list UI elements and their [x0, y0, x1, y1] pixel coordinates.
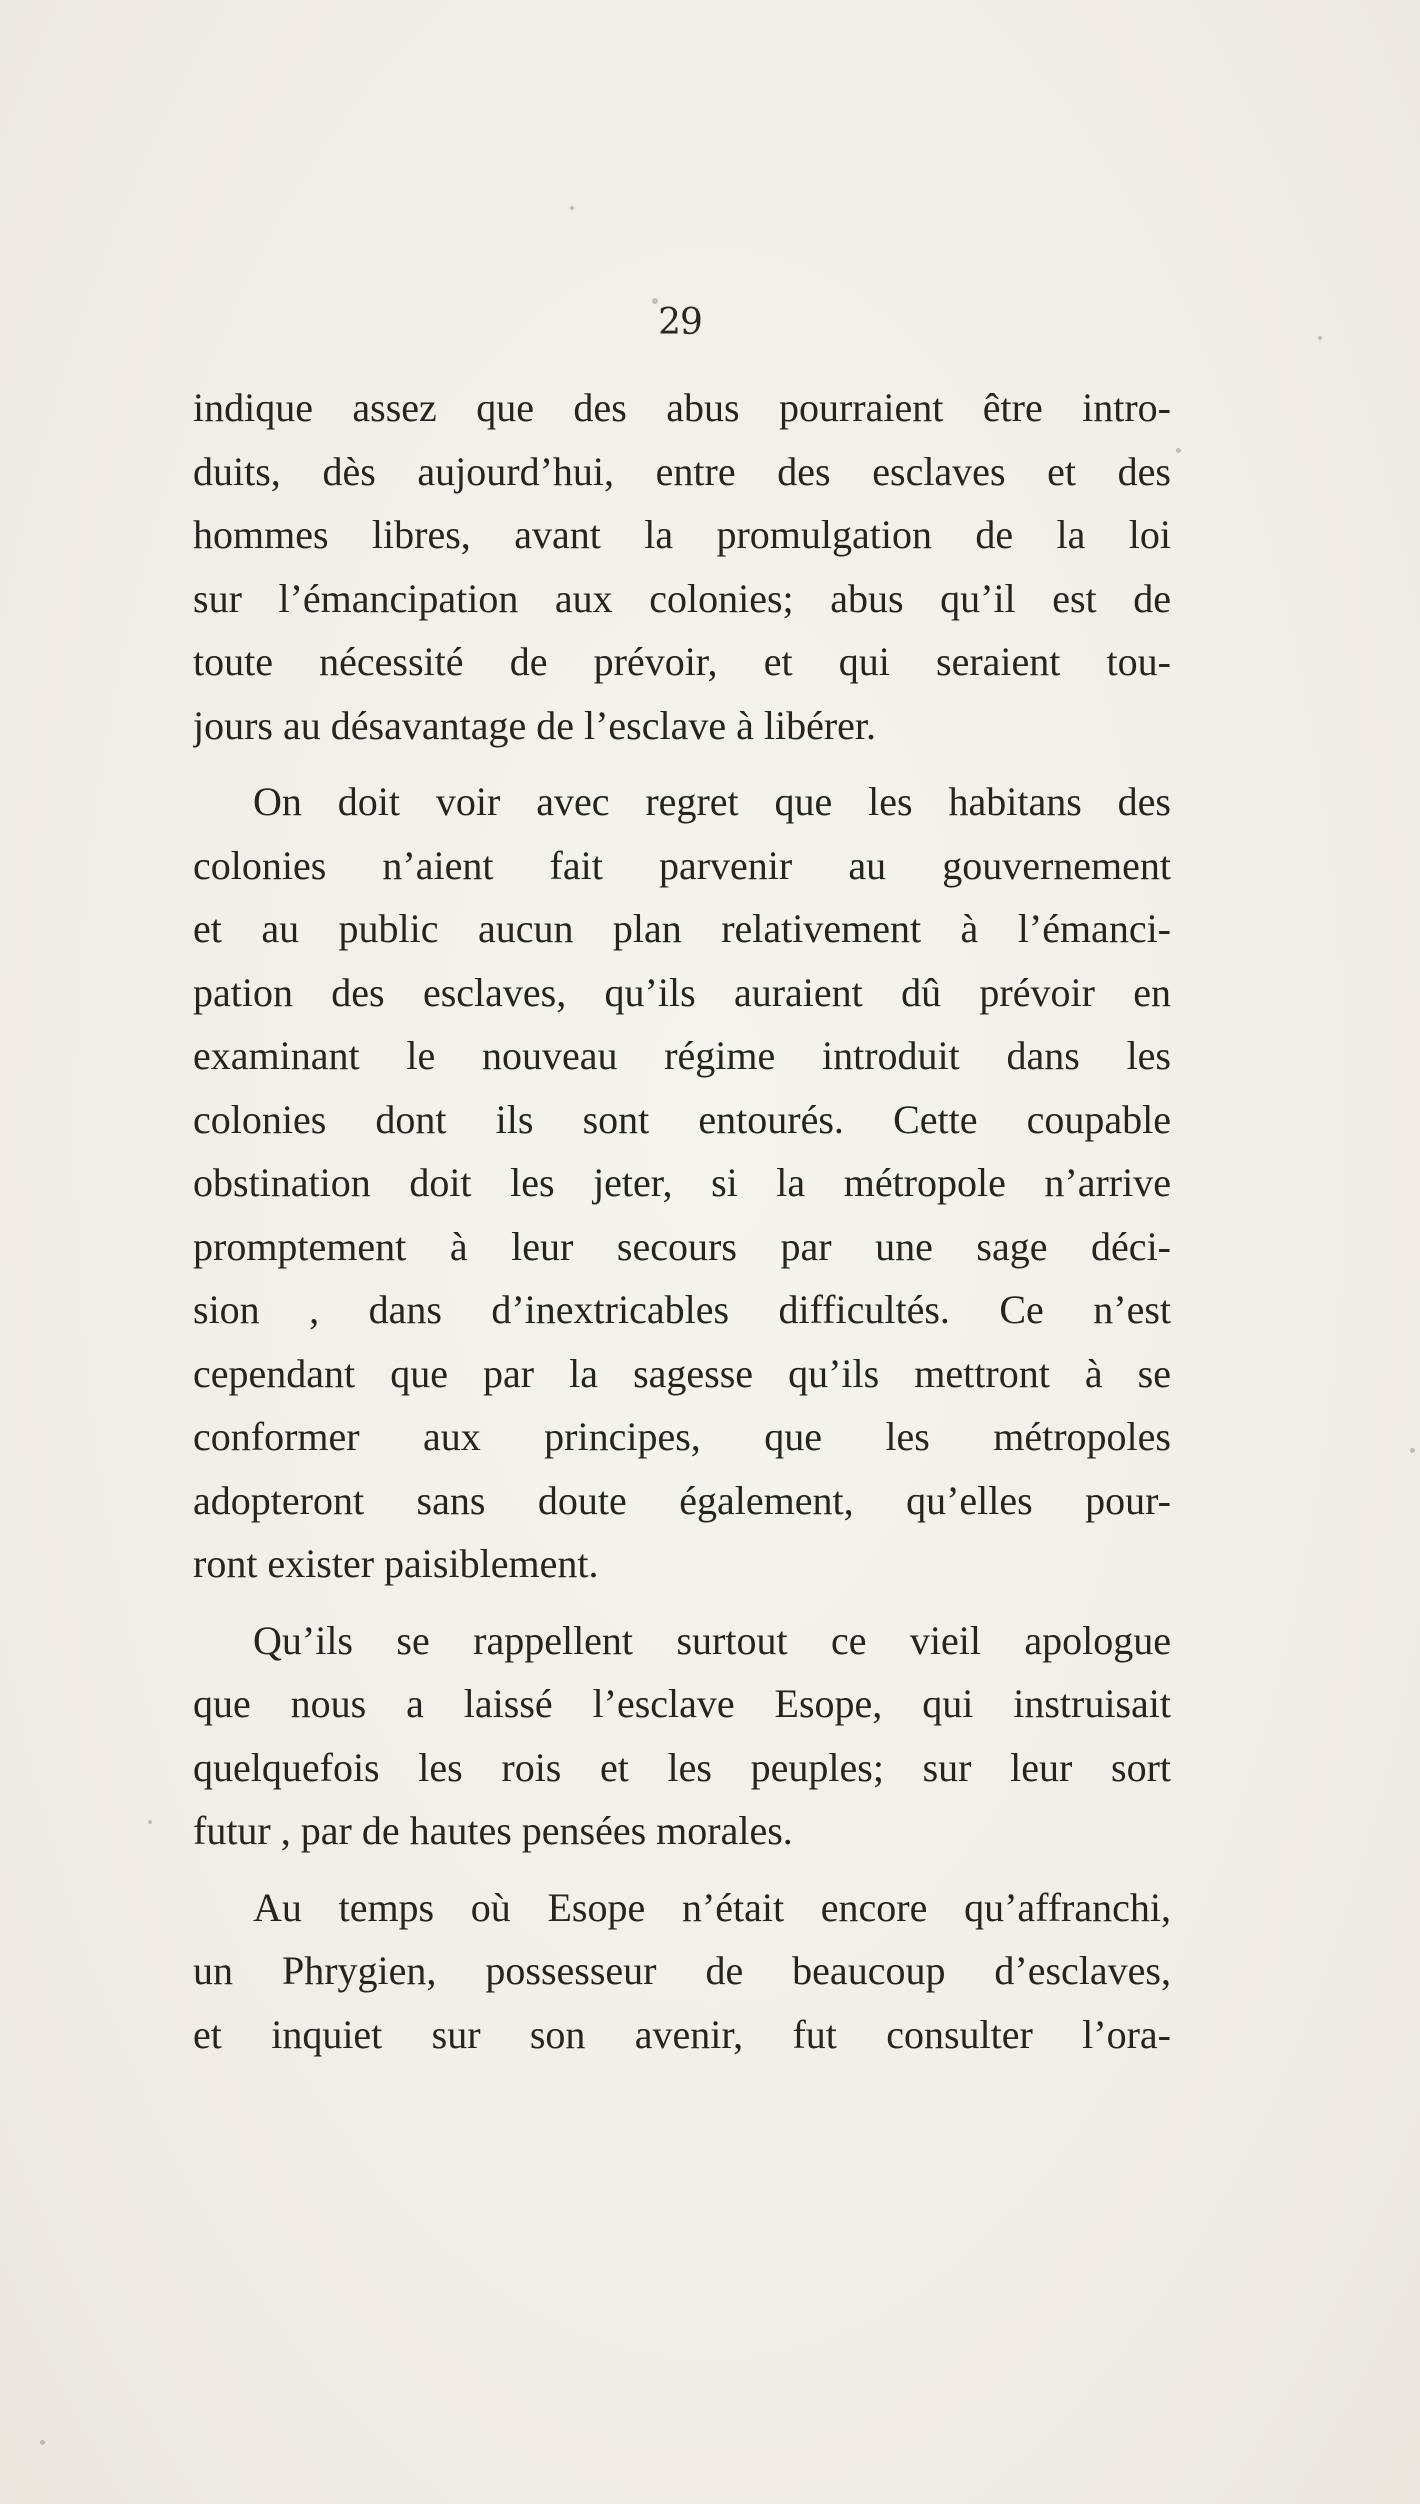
paper-speck	[40, 2440, 45, 2445]
text-line: un Phrygien, possesseur de beaucoup d’esclaves,	[193, 1948, 1171, 1993]
text-line: quelquefois les rois et les peuples; sur leur sort	[193, 1744, 1171, 1790]
paragraph-2	[193, 770, 1171, 1596]
text-line: colonies dont ils sont entourés. Cette coupable	[193, 1096, 1171, 1142]
text-line: colonies n’aient fait parvenir au gouvernement	[193, 842, 1171, 888]
text-line: obstination doit les jeter, si la métropole n’arrive	[193, 1160, 1171, 1205]
text-line: pation des esclaves, qu’ils auraient dû prévoir en	[193, 969, 1171, 1015]
body-text	[193, 376, 1171, 2066]
paragraph-3	[193, 1609, 1171, 1863]
text-line: et au public aucun plan relativement à l’émanci-	[193, 906, 1171, 951]
text-line: cependant que par la sagesse qu’ils mettront à se	[193, 1350, 1171, 1396]
text-line: indique assez que des abus pourraient être intro-	[193, 385, 1171, 430]
text-line: duits, dès aujourd’hui, entre des esclaves et des	[193, 448, 1171, 494]
text-line: On doit voir avec regret que les habitans des	[253, 779, 1171, 824]
paper-speck	[570, 206, 574, 210]
paragraph-4	[193, 1876, 1171, 2067]
text-line: ront exister paisiblement.	[193, 1541, 599, 1586]
text-line: adopteront sans doute également, qu’elles pour-	[193, 1477, 1171, 1523]
text-line: toute nécessité de prévoir, et qui seraient tou-	[193, 639, 1171, 684]
text-line: et inquiet sur son avenir, fut consulter l’ora-	[193, 2011, 1171, 2057]
paper-speck	[148, 1820, 152, 1824]
text-line: examinant le nouveau régime introduit dans les	[193, 1033, 1171, 1078]
text-line: Au temps où Esope n’était encore qu’affranchi,	[253, 1884, 1171, 1930]
text-line: conformer aux principes, que les métropoles	[193, 1414, 1171, 1459]
text-line: sur l’émancipation aux colonies; abus qu’il est de	[193, 575, 1171, 621]
paragraph-1	[193, 376, 1171, 757]
text-line: promptement à leur secours par une sage déci-	[193, 1223, 1171, 1269]
paper-speck	[1176, 448, 1181, 453]
text-line: hommes libres, avant la promulgation de la loi	[193, 512, 1171, 557]
text-line: jours au désavantage de l’esclave à libérer.	[193, 702, 877, 748]
text-line: sion , dans d’inextricables difficultés. Ce n’est	[193, 1287, 1171, 1332]
page-number: 29	[658, 302, 702, 343]
text-line: futur , par de hautes pensées morales.	[193, 1808, 793, 1853]
paper-speck	[1410, 1448, 1415, 1453]
text-line: Qu’ils se rappellent surtout ce vieil apologue	[253, 1617, 1171, 1663]
text-line: que nous a laissé l’esclave Esope, qui instruisait	[193, 1681, 1171, 1726]
